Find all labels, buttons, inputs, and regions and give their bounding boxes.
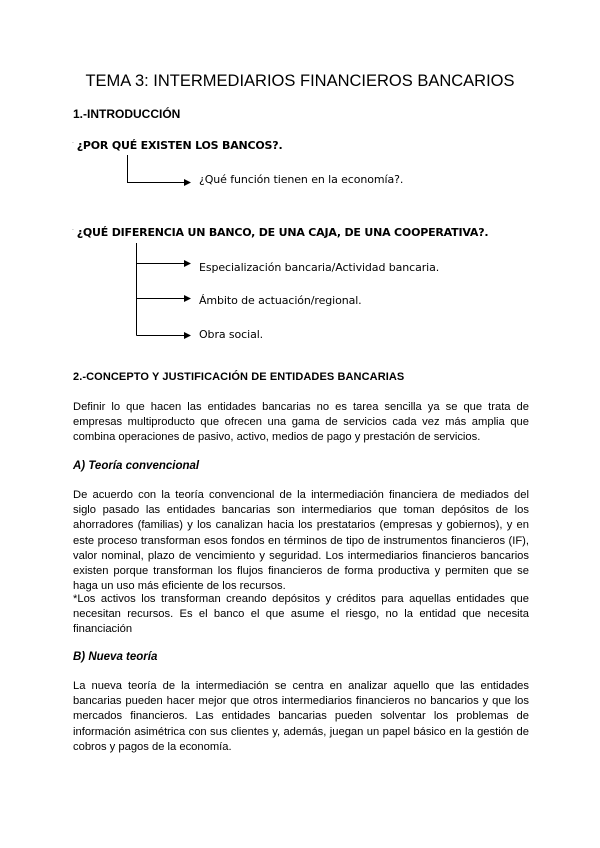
section-2-heading: 2.-CONCEPTO Y JUSTIFICACIÓN DE ENTIDADES BANCARIAS (73, 371, 405, 383)
question-1-text: ¿POR QUÉ EXISTEN LOS BANCOS?. (76, 139, 283, 152)
subsection-a-paragraph-1: De acuerdo con la teoría convencional de la intermediación financiera de mediados del siglo pasado las entidades bancarias son intermediarios que toman depósitos de los ahorradores (familias) y los canalizan hacia los prestatarios (empresas y gobiernos), y en este proceso transforman esos fondos en términos de tipo de instrumentos financieros (IF), valor nominal, plazo de vencimiento y seguridad. Los intermediarios financieros bancarios existen porque transforman los flujos financieros de forma productiva y permiten que se haga un uso más eficiente de los recursos. (73, 489, 529, 593)
subsection-b-paragraph: La nueva teoría de la intermediación se centra en analizar aquello que las entidades bancarias pueden hacer mejor que otros intermediarios financieros no bancarios y que los mercados financieros. Las entidades bancarias pueden solventar los problemas de información asimétrica con sus clientes y, además, juegan un papel básico en la gestión de cobros y pagos de la economía. (73, 680, 529, 753)
bullet-mark: · (72, 140, 74, 147)
section-2-intro-paragraph: Definir lo que hacen las entidades bancarias no es tarea sencilla ya se que trata de empresas multiproducto que ofrecen una gama de servicios cada vez más amplia que combina operaciones de pasivo, activo, medios de pago y prestación de servicios. (73, 401, 529, 444)
subsection-a-heading: A) Teoría convencional (73, 460, 200, 472)
question-2-branch-3: Obra social. (199, 328, 264, 341)
question-1-branch: ¿Qué función tienen en la economía?. (199, 173, 404, 186)
subsection-a-paragraph-2: *Los activos los transforman creando depósitos y créditos para aquellas entidades que necesitan recursos. Es el banco el que asume el riesgo, no la entidad que necesita financiación (73, 593, 529, 636)
question-2-branch-1: Especialización bancaria/Actividad bancaria. (199, 261, 440, 274)
question-2-text: ¿QUÉ DIFERENCIA UN BANCO, DE UNA CAJA, DE UNA COOPERATIVA?. (76, 226, 489, 239)
document-title: TEMA 3: INTERMEDIARIOS FINANCIEROS BANCARIOS (85, 72, 515, 90)
bullet-mark: · (72, 227, 74, 234)
connector-q1 (128, 155, 191, 183)
question-2-branch-2: Ámbito de actuación/regional. (199, 294, 362, 307)
section-1-heading: 1.-INTRODUCCIÓN (73, 107, 181, 121)
subsection-b-heading: B) Nueva teoría (73, 651, 158, 663)
